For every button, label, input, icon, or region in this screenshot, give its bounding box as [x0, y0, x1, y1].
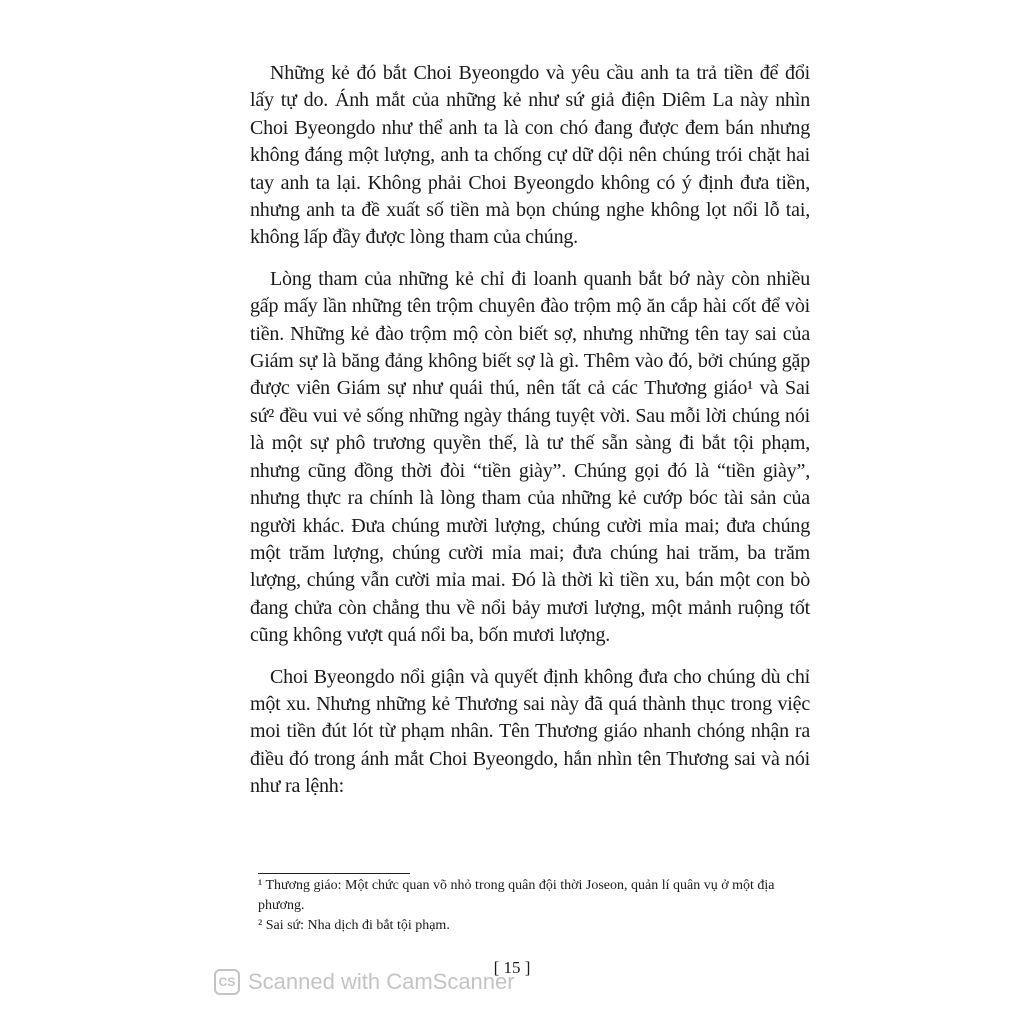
footnote-2 — [258, 916, 808, 936]
footnote-2-text: Sai sứ: Nha dịch đi bắt tội phạm. — [265, 918, 450, 933]
footnote-1 — [258, 876, 808, 916]
paragraph-1: Những kẻ đó bắt Choi Byeongdo và yêu cầu anh ta trả tiền để đổi lấy tự do. Ánh mắt của những kẻ như sứ giả điện Diêm La này nhìn Choi Byeongdo như thể anh ta là con chó đang được đem bán nhưng không đáng một lượng, anh ta chống cự dữ dội nên chúng trói chặt hai tay anh ta lại. Không phải Choi Byeongdo không có ý định đưa tiền, nhưng anh ta đề xuất số tiền mà bọn chúng nghe không lọt nổi lỗ tai, không lấp đầy được lòng tham của chúng. — [250, 62, 810, 249]
footnote-2-marker: ² — [258, 918, 263, 933]
page-number: [ 15 ] — [493, 958, 531, 977]
footnotes — [258, 876, 808, 936]
camscanner-logo-icon: CS — [214, 969, 240, 995]
page-body — [250, 60, 810, 815]
camscanner-watermark — [214, 969, 515, 995]
footnote-divider — [258, 873, 410, 874]
paragraph-2: Lòng tham của những kẻ chỉ đi loanh quanh bắt bớ này còn nhiều gấp mấy lần những tên trộm chuyên đào trộm mộ ăn cắp hài cốt để vòi tiền. Những kẻ đào trộm mộ còn biết sợ, nhưng những tên tay sai của Giám sự là băng đảng không biết sợ là gì. Thêm vào đó, bởi chúng gặp được viên Giám sự như quái thú, nên tất cả các Thương giáo¹ và Sai sứ² đều vui vẻ sống những ngày tháng tuyệt vời. Sau mỗi lời chúng nói là một sự phô trương quyền thế, là tư thế sẵn sàng đi bắt tội phạm, nhưng cũng đồng thời đòi “tiền giày”. Chúng gọi đó là “tiền giày”, nhưng thực ra chính là lòng tham của những kẻ cướp bóc tài sản của người khác. Đưa chúng mười lượng, chúng cười mỉa mai; đưa chúng một trăm lượng, chúng cười mỉa mai; đưa chúng hai trăm, ba trăm lượng, chúng vẫn cười mỉa mai. Đó là thời kì tiền xu, bán một con bò đang chửa còn chẳng thu về nổi bảy mươi lượng, một mảnh ruộng tốt cũng không vượt quá nổi ba, bốn mươi lượng. — [250, 267, 810, 647]
footnote-1-text: Thương giáo: Một chức quan võ nhỏ trong quân đội thời Joseon, quản lí quân vụ ở một địa phương. — [258, 878, 775, 913]
watermark-text: Scanned with CamScanner — [248, 969, 515, 994]
footnote-1-marker: ¹ — [258, 878, 263, 893]
paragraph-3: Choi Byeongdo nổi giận và quyết định không đưa cho chúng dù chỉ một xu. Nhưng những kẻ Thương sai này đã quá thành thục trong việc moi tiền đút lót từ phạm nhân. Tên Thương giáo nhanh chóng nhận ra điều đó trong ánh mắt Choi Byeongdo, hắn nhìn tên Thương sai và nói như ra lệnh: — [250, 665, 810, 798]
